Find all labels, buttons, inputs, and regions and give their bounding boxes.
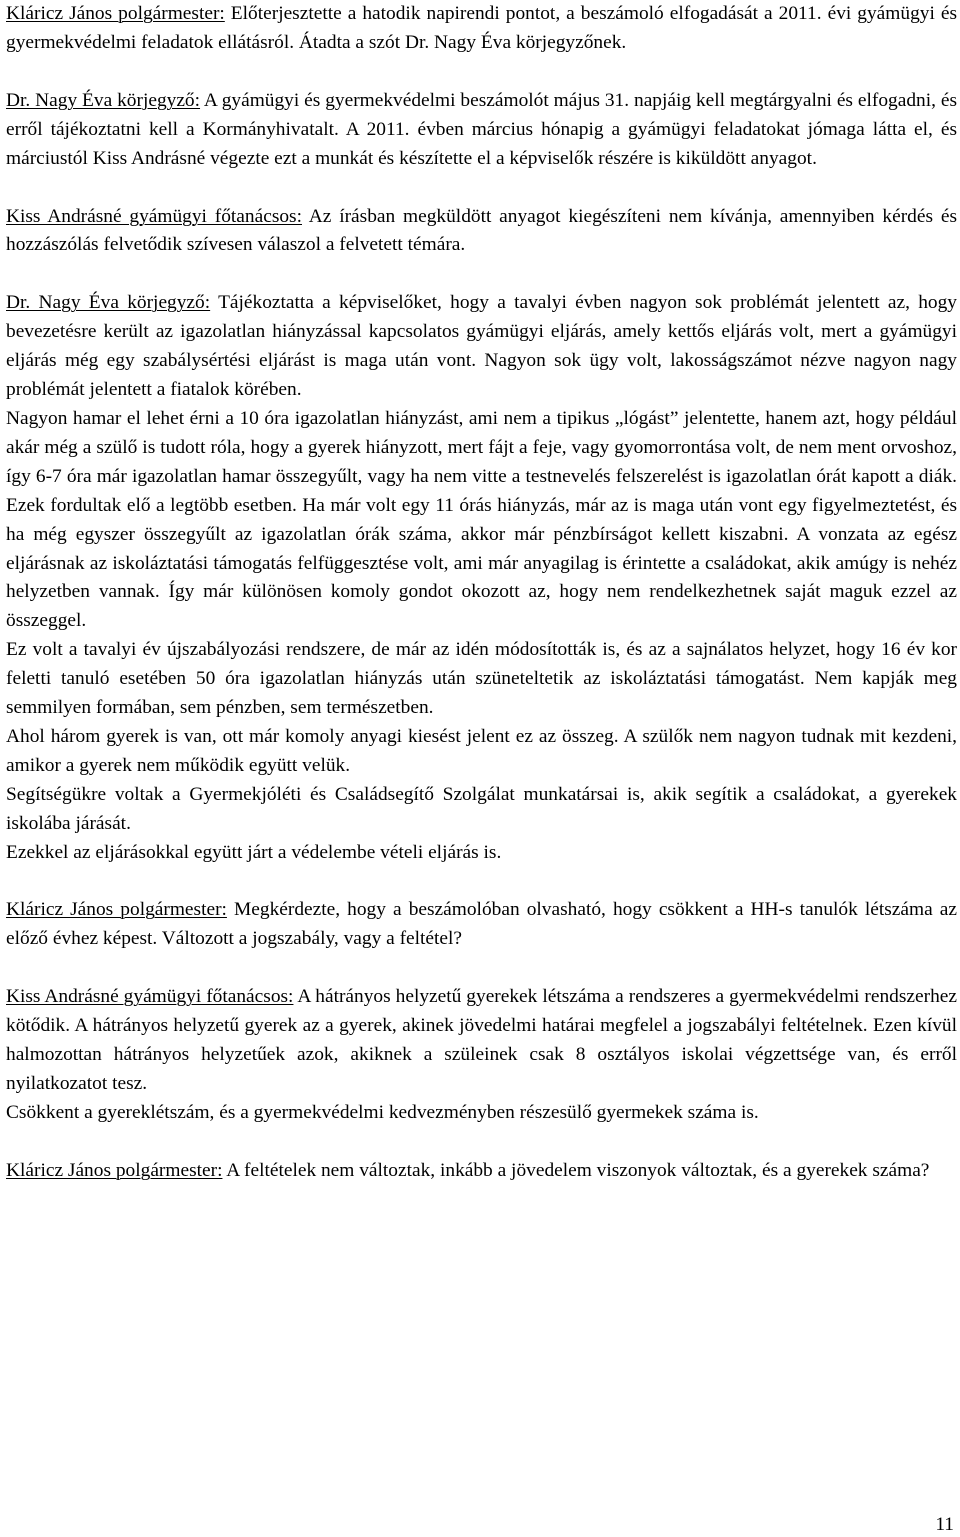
paragraph-text: Nagyon hamar el lehet érni a 10 óra igazolatlan hiányzást, ami nem a tipikus „lógást” jelentette, hanem azt, hogy például akár még a szülő is tudott róla, hogy a gyerek hiányzott, mert fájt a feje, vagy gyomorrontása volt, de nem ment orvoshoz, így 6-7 óra már igazolatlan hamar összegyűlt, vagy ha nem vitte a testnevelés felszerelést is igazolatlan órát kapott a diák. Ezek fordultak elő a legtöbb esetben. Ha már volt egy 11 órás hiányzás, már az is maga után vont egy figyelmeztetést, és ha még egyszer összegyűlt az igazolatlan órák száma, akkor már pénzbírságot kellett kiszabni. A vonzata az egész eljárásnak az iskoláztatási támogatás felfüggesztése volt, ami már anyagilag is érintette a családokat, akik amúgy is nehéz helyzetben vannak. Így már különösen komoly gondot okozott az, hogy nem rendelkezhetnek saját maguk ezzel az összeggel. <box>6 407 957 632</box>
page-number: 11 <box>935 1514 954 1535</box>
speaker-paragraph <box>6 289 957 405</box>
paragraph-text: A feltételek nem változtak, inkább a jövedelem viszonyok változtak, és a gyerekek száma? <box>222 1159 930 1181</box>
speaker-paragraph <box>6 983 957 1099</box>
continuation-paragraph <box>6 405 957 636</box>
paragraph-gap <box>6 260 957 289</box>
paragraph-text: Tájékoztatta a képviselőket, hogy a tavalyi évben nagyon sok problémát jelentett az, hogy bevezetésre került az igazolatlan hiányzással kapcsolatos gyámügyi eljárás, amely kettős eljárás volt, mert a gyámügyi eljárás még egy szabálysértési eljárást is maga után vont. Nagyon sok ügy volt, lakosságszámot nézve nagyon nagy problémát jelentett a fiatalok körében. <box>6 292 957 401</box>
paragraph-text: Csökkent a gyereklétszám, és a gyermekvédelmi kedvezményben részesülő gyermekek száma is. <box>6 1101 759 1123</box>
speaker-label: Kiss Andrásné gyámügyi főtanácsos: <box>6 986 294 1008</box>
speaker-label: Kláricz János polgármester: <box>6 899 227 921</box>
speaker-paragraph <box>6 0 957 58</box>
paragraph-text: Segítségükre voltak a Gyermekjóléti és Családsegítő Szolgálat munkatársai is, akik segítik a családokat, a gyerekek iskolába járását. <box>6 783 957 834</box>
document-body <box>6 0 957 1186</box>
speaker-paragraph <box>6 87 957 174</box>
speaker-label: Dr. Nagy Éva körjegyző: <box>6 292 211 314</box>
continuation-paragraph <box>6 723 957 781</box>
paragraph-text: Előterjesztette a hatodik napirendi pontot, a beszámoló elfogadását a 2011. évi gyámügyi és gyermekvédelmi feladatok ellátásról. Átadta a szót Dr. Nagy Éva körjegyzőnek. <box>6 3 958 53</box>
paragraph-gap <box>6 867 957 896</box>
paragraph-text: A gyámügyi és gyermekvédelmi beszámolót május 31. napjáig kell megtárgyalni és elfogadni, és erről tájékoztatni kell a Kormányhivatalt. A 2011. évben március hónapig a gyámügyi feladatokat jómaga látta el, és márciustól Kiss Andrásné végezte ezt a munkát és készítette el a képviselők részére is kiküldött anyagot. <box>6 89 958 169</box>
paragraph-gap <box>6 174 957 203</box>
speaker-label: Dr. Nagy Éva körjegyző: <box>6 89 201 111</box>
speaker-label: Kiss Andrásné gyámügyi főtanácsos: <box>6 205 302 227</box>
speaker-paragraph <box>6 1157 957 1186</box>
paragraph-text: Az írásban megküldött anyagot kiegészíteni nem kívánja, amennyiben kérdés és hozzászólás felvetődik szívesen válaszol a felvetett témára. <box>6 205 957 256</box>
speaker-paragraph <box>6 203 957 261</box>
continuation-paragraph <box>6 636 957 723</box>
paragraph-text: Ezekkel az eljárásokkal együtt járt a védelembe vételi eljárás is. <box>6 841 502 863</box>
continuation-paragraph <box>6 781 957 839</box>
continuation-paragraph <box>6 1099 957 1128</box>
paragraph-text: A hátrányos helyzetű gyerekek létszáma a rendszeres a gyermekvédelmi rendszerhez kötődik. A hátrányos helyzetű gyerek az a gyerek, akinek jövedelmi határai megfelel a jogszabályi feltételnek. Ezen kívül halmozottan hátrányos helyzetűek azok, akiknek a szüleinek csak 8 osztályos iskolai végzettsége van, és erről nyilatkozatot tesz. <box>6 986 957 1094</box>
speaker-label: Kláricz János polgármester: <box>6 1159 223 1181</box>
paragraph-text: Ez volt a tavalyi év újszabályozási rendszere, de már az idén módosították is, és az a sajnálatos helyzet, hogy 16 év kor feletti tanuló esetében 50 óra igazolatlan hiányzás után szüneteltetik az iskoláztatási támogatást. Nem kapják meg semmilyen formában, sem pénzben, sem természetben. <box>6 639 957 719</box>
paragraph-text: Megkérdezte, hogy a beszámolóban olvasható, hogy csökkent a HH-s tanulók létszáma az előző évhez képest. Változott a jogszabály, vagy a feltétel? <box>6 899 957 950</box>
paragraph-gap <box>6 954 957 983</box>
speaker-label: Kláricz János polgármester: <box>6 3 225 24</box>
speaker-paragraph <box>6 896 957 954</box>
paragraph-gap <box>6 58 957 87</box>
paragraph-gap <box>6 1128 957 1157</box>
continuation-paragraph <box>6 839 957 868</box>
paragraph-text: Ahol három gyerek is van, ott már komoly anyagi kiesést jelent ez az összeg. A szülők nem nagyon tudnak mit kezdeni, amikor a gyerek nem működik együtt velük. <box>6 725 957 776</box>
